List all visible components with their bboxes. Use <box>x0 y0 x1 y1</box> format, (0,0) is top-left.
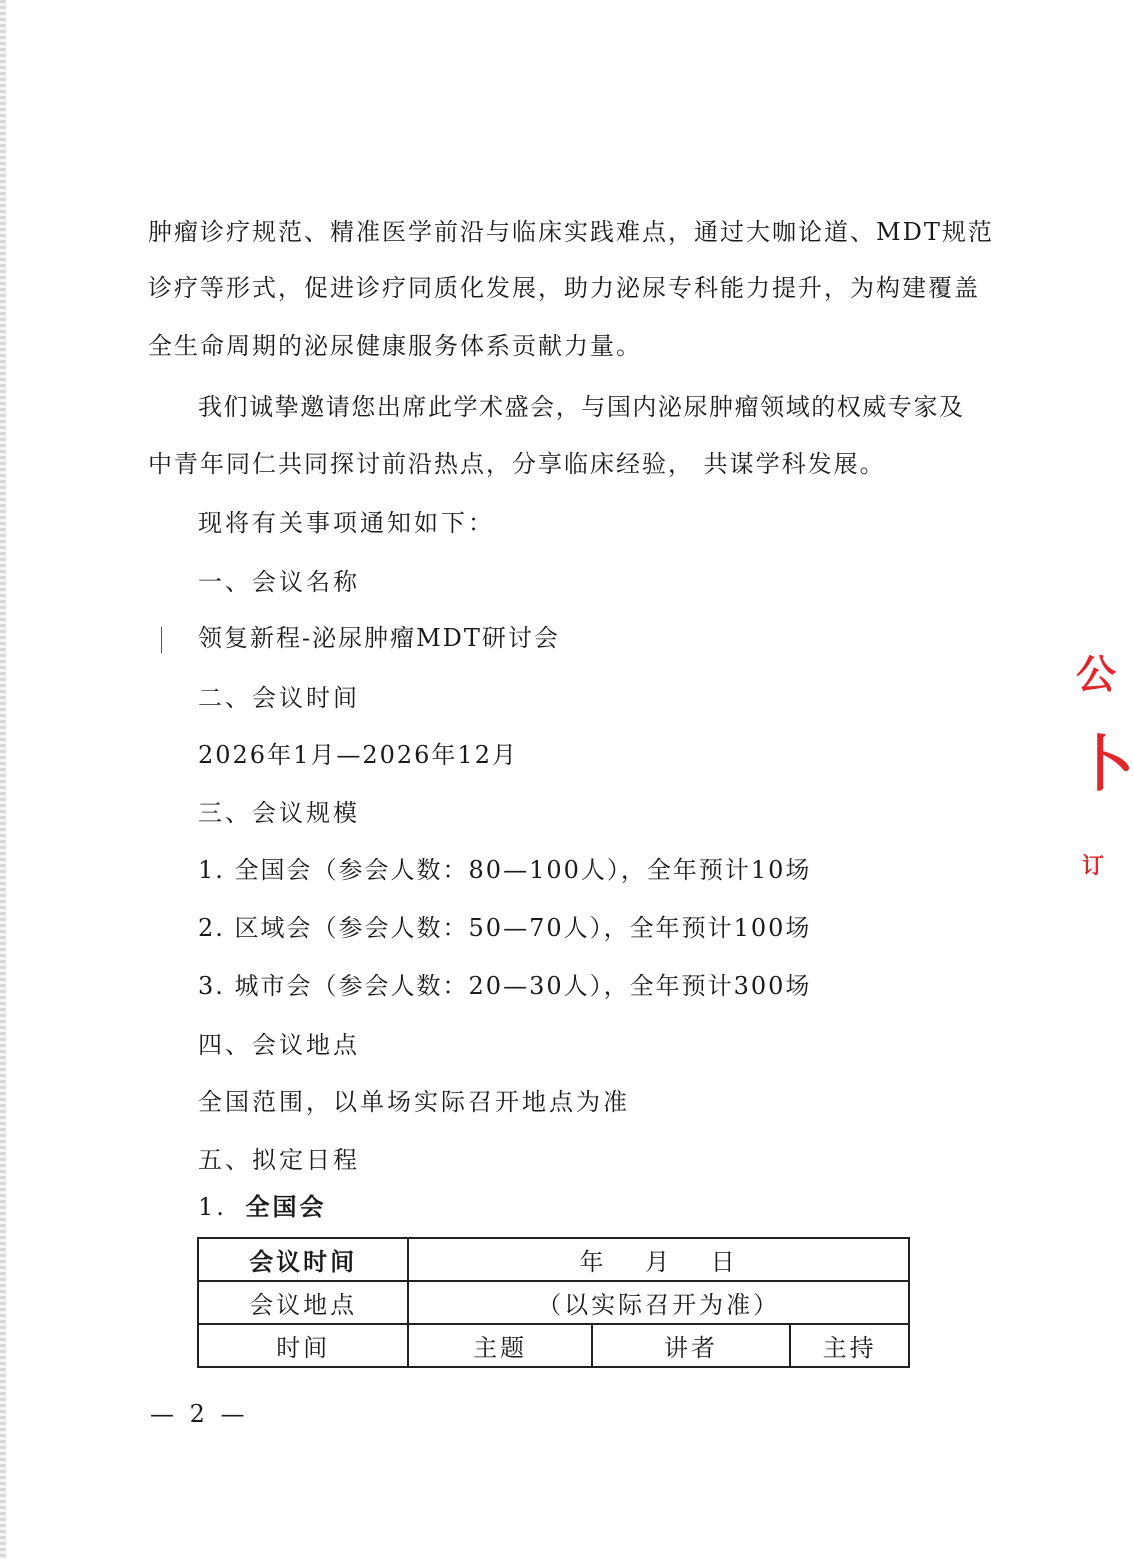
paragraph-1-line-2: 诊疗等形式，促进诊疗同质化发展，助力泌尿专科能力提升，为构建覆盖 <box>148 274 980 302</box>
schedule-table <box>197 1237 910 1368</box>
section-5-heading: 五、拟定日程 <box>198 1146 360 1174</box>
stamp-fragment-3: 订 <box>1082 853 1105 879</box>
column-header-time: 时间 <box>198 1324 408 1367</box>
meeting-place-value: （以实际召开为准） <box>408 1281 909 1324</box>
meeting-time-value: 年 月 日 <box>408 1238 909 1281</box>
column-header-speaker: 讲者 <box>592 1324 790 1367</box>
column-header-topic: 主题 <box>408 1324 591 1367</box>
paragraph-1-line-3: 全生命周期的泌尿健康服务体系贡献力量。 <box>148 332 642 360</box>
section-2-heading: 二、会议时间 <box>198 684 360 712</box>
page-number: — 2 — <box>150 1400 249 1428</box>
paragraph-1-line-1: 肿瘤诊疗规范、精准医学前沿与临床实践难点，通过大咖论道、MDT规范 <box>148 218 994 246</box>
meeting-time-label: 会议时间 <box>198 1238 408 1281</box>
schedule-subheading <box>198 1191 327 1223</box>
table-row <box>198 1238 909 1281</box>
paragraph-2-line-1: 我们诚挚邀请您出席此学术盛会，与国内泌尿肿瘤领域的权威专家及 <box>198 393 964 421</box>
section-4-content: 全国范围，以单场实际召开地点为准 <box>198 1088 630 1116</box>
schedule-subheading-number: 1. <box>198 1193 227 1221</box>
scan-left-edge <box>0 0 6 1559</box>
margin-mark <box>161 627 164 653</box>
scale-item-2: 2. 区域会（参会人数：50—70人），全年预计100场 <box>198 914 812 942</box>
section-1-content: 领复新程-泌尿肿瘤MDT研讨会 <box>198 624 560 652</box>
stamp-fragment-1: 公 <box>1076 651 1116 698</box>
table-header-row <box>198 1324 909 1367</box>
stamp-fragment-2: 卜 <box>1074 730 1134 800</box>
section-2-content: 2026年1月—2026年12月 <box>198 741 518 769</box>
scale-item-3: 3. 城市会（参会人数：20—30人），全年预计300场 <box>198 972 812 1000</box>
notice-line: 现将有关事项通知如下： <box>198 509 495 537</box>
table-row <box>198 1281 909 1324</box>
meeting-place-label: 会议地点 <box>198 1281 408 1324</box>
schedule-subheading-label: 全国会 <box>245 1192 327 1221</box>
scale-item-1: 1. 全国会（参会人数：80—100人），全年预计10场 <box>198 856 812 884</box>
section-1-heading: 一、会议名称 <box>198 568 360 596</box>
section-3-heading: 三、会议规模 <box>198 799 360 827</box>
column-header-host: 主持 <box>790 1324 909 1367</box>
paragraph-2-line-2: 中青年同仁共同探讨前沿热点，分享临床经验， 共谋学科发展。 <box>148 450 886 478</box>
section-4-heading: 四、会议地点 <box>198 1031 360 1059</box>
